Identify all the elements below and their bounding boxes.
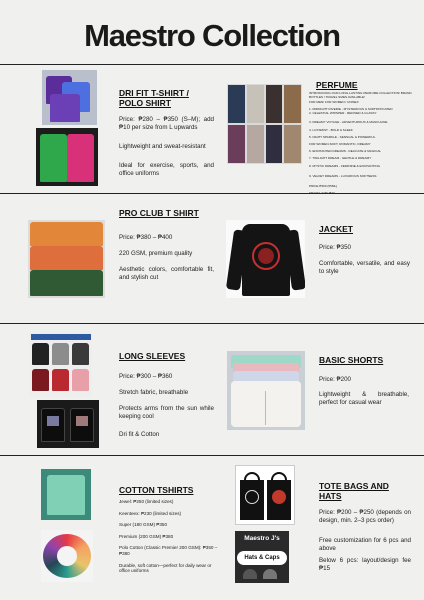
long-sleeves-fabric: Stretch fabric, breathable <box>119 389 189 396</box>
cotton-tshirt-image <box>41 469 91 520</box>
long-sleeves-print-image <box>37 400 99 448</box>
tote-bags-image <box>235 465 295 525</box>
perfume-scent-list <box>309 107 419 195</box>
page-title: Maestro Collection <box>84 18 340 53</box>
tote-price: Price: ₱200 – ₱250 (depends on design, min. 2–3 pcs order) <box>319 509 411 524</box>
cotton-item: Super (180 GSM) ₱350 <box>119 522 168 528</box>
pro-club-price: Price: ₱380 – ₱400 <box>119 234 173 241</box>
basic-shorts-heading: BASIC SHORTS <box>319 355 384 365</box>
cotton-heading: COTTON TSHIRTS <box>119 485 194 495</box>
scent-subheading: FOR WOMEN-SOFT, ROMANTIC, DREAMY <box>309 142 371 147</box>
dri-fit-price: Price: ₱280 – ₱350 (S–M); add ₱10 per size from L upwards <box>119 116 214 131</box>
banner-brand: Maestro J's <box>244 535 280 542</box>
long-sleeves-image <box>29 331 92 397</box>
long-sleeves-material: Dri fit & Cotton <box>119 431 160 438</box>
jacket-feature: Comfortable, versatile, and easy to style <box>319 260 410 275</box>
scent-item: 3. DREAMY VOYAGE - ADVENTUROUS & MASCULINE <box>309 120 388 125</box>
pro-club-feature: Aesthetic colors, comfortable fit, and stylish cut <box>119 266 214 281</box>
perfume-intro-2: FOR MEN/ FOR WOMEN / UNISEX <box>309 100 359 104</box>
hats-banner-image <box>235 531 289 583</box>
perfume-intro: INTRODUCING OUR LONG-LASTING PERFUME COLLECTION! BRAND BOTTLES / TRAVEL SIZES AVAILABLE! <box>309 91 412 100</box>
long-sleeves-heading: LONG SLEEVES <box>119 351 186 361</box>
jacket-price: Price: ₱350 <box>319 244 351 251</box>
cotton-item: Polo Cotton (Classic Premier 200 GSM): ₱350 – ₱380 <box>119 545 218 556</box>
tote-free-customization: Free customization for 6 pcs and above <box>319 537 411 552</box>
perfume-price: PRICE ₱300 (55ML) <box>309 184 338 189</box>
scent-item: 6. ENCHANTED DREAMS - DELICATE & MAGICAL <box>309 149 382 154</box>
cotton-colors-image <box>41 530 93 582</box>
perfume-bottles-image <box>227 84 302 164</box>
perfume-heading: PERFUME <box>316 80 358 90</box>
cotton-item: Premium (200 GSM) ₱380 <box>119 533 174 539</box>
tote-design-fee: Below 6 pcs: layout/design fee ₱15 <box>319 557 411 572</box>
cotton-item: Durable, soft cotton—perfect for daily wear or office uniforms <box>119 562 212 574</box>
dri-fit-heading: DRI FIT T-SHIRT / POLO SHIRT <box>119 88 189 108</box>
scent-item: 2. CELESTIAL WHISPER - REFINED & CLASSY <box>309 111 377 116</box>
jacket-image <box>226 220 305 298</box>
banner-text: Hats & Caps <box>237 551 287 565</box>
scent-item: 7. TWILIGHT DREAM - GENTLE & DREAMY <box>309 156 372 161</box>
jacket-heading: JACKET <box>319 224 354 234</box>
cotton-item: Jewel: ₱250 (limited sizes) <box>119 499 174 504</box>
long-sleeves-protect: Protects arms from the sun while keeping cool <box>119 405 214 420</box>
pro-club-shirts-image <box>28 220 105 298</box>
perfume-travel-price: TRAVEL SIZE ₱20 <box>309 191 335 196</box>
tote-heading: TOTE BAGS AND HATS <box>319 481 389 501</box>
basic-shorts-image <box>227 351 305 430</box>
basic-shorts-price: Price: ₱200 <box>319 376 351 383</box>
cotton-price-list <box>119 499 219 574</box>
cotton-item: Keenteex: ₱230 (limited sizes) <box>119 510 182 516</box>
basic-shorts-feature: Lightweight & breathable, perfect for casual wear <box>319 391 409 406</box>
scent-item: 9. VELVET DREAMS - LUXURIOUS SOFTNESS <box>309 173 377 178</box>
long-sleeves-price: Price: ₱300 – ₱360 <box>119 373 173 380</box>
pro-club-gsm: 220 GSM, premium quality <box>119 250 193 257</box>
divider <box>0 455 424 456</box>
divider <box>0 323 424 324</box>
dri-fit-feature: Lightweight and sweat-resistant <box>119 143 206 150</box>
scent-item: 1. MIDNIGHT RIVERIE - MYSTERIOUS & SOPHISTICATED <box>309 107 393 111</box>
dri-fit-use: Ideal for exercise, sports, and office uniforms <box>119 162 214 177</box>
scent-item: 4. LUXSMIST - BOLD & SLEEK <box>309 127 353 132</box>
polo-shirts-image <box>36 128 98 186</box>
divider <box>0 64 424 65</box>
pro-club-heading: PRO CLUB T SHIRT <box>119 208 199 218</box>
scent-item: 5. NIGHT SPARKLE - SENSUAL & POWERFUL <box>309 134 376 139</box>
dri-fit-purple-shirts-image <box>42 70 97 125</box>
scent-item: 8. MYSTIC DREAMS - FEMININE & ENCHANTING <box>309 163 380 168</box>
